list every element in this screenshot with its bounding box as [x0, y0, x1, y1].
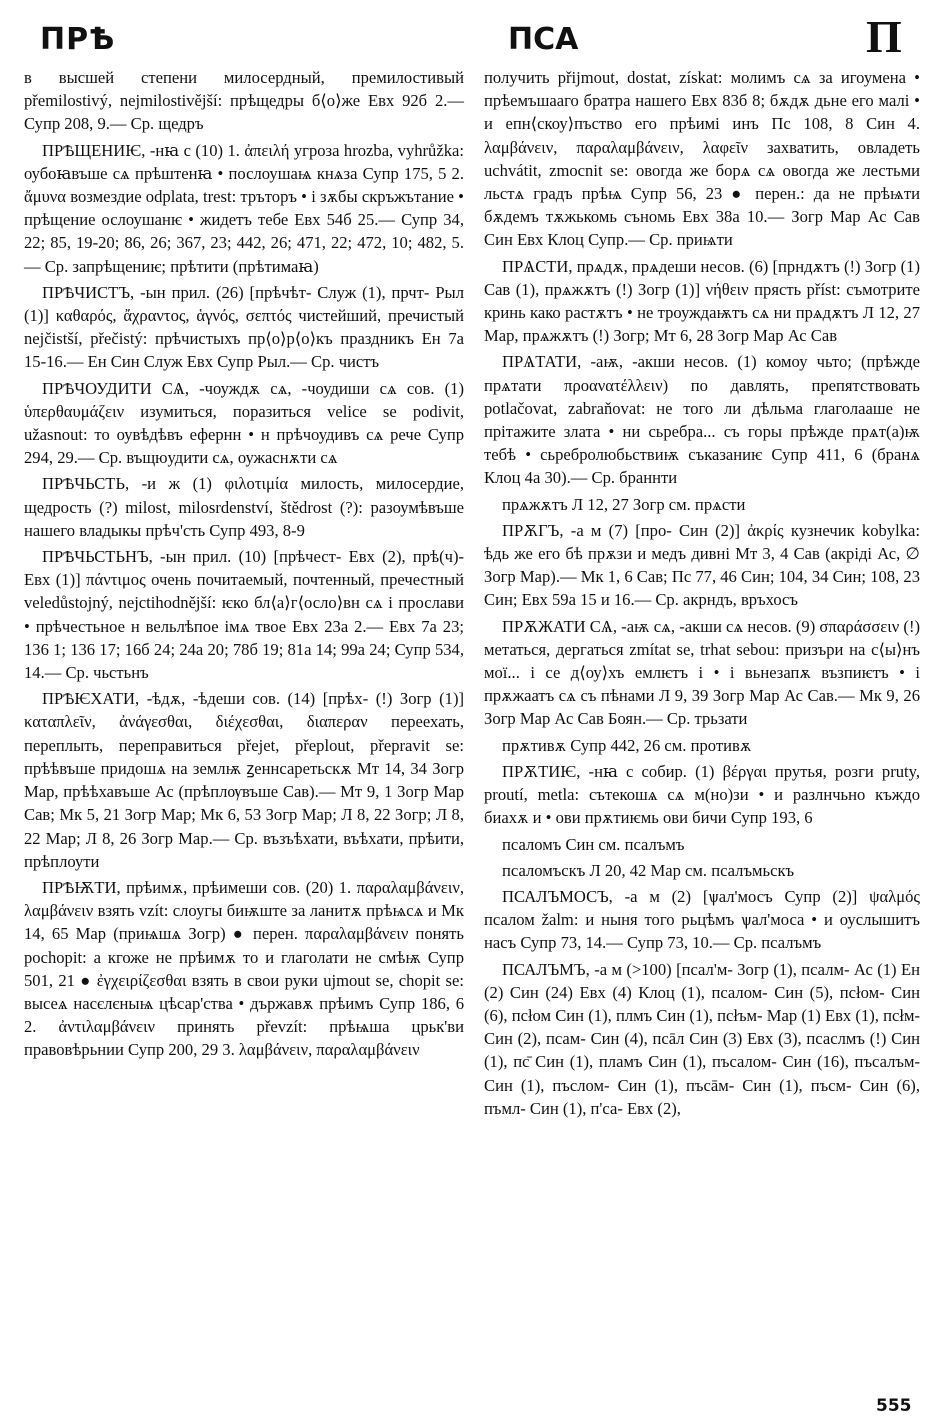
entry-crossref-psalomsk: псаломъскъ Л 20, 42 Мар см. псалъмьскъ [502, 860, 795, 880]
page-header [0, 11, 950, 64]
entry-prechstn: ПРѢЧЬСТЬНЪ, -ын прил. (10) [прѣчест- Евх (2), прѣ(ч)- Евх (1)] πάντιμος очень почитаемый, почтенный, пречестный veledůstojný, nejctihodnější: ѥко бл⟨а⟩г⟨осло⟩вн сѧ і прослави • прѣчестьное н вельлѣпое імѧ твое Евх 23а 2.— Евх 7а 23; 136 1; 136 17; 16б 24; 24а 20; 78б 19; 81а 14; 99а 24; Супр 534, 14.— Ср. чьстьнъ [24, 547, 464, 683]
entry-pretati: ПРѦТАТИ, -аѭ, -акши несов. (1) комоу чьто; (прѣжде прѧтати προανατέλλειν) по давлять, препятствовать potlačovat, zabraňovat: не того ли дѣльма глаголааше не прітажите злата • ни сьребра... съ горы прѣжде прѧт(а)ѭ тебѣ • сьребролюбьствиѭ съказаниѥ Супр 411, 6 (бранѧ Клоц 4а 30).— Ср. браннти [484, 352, 920, 488]
entry-presti: ПРѦСТИ, прѧдѫ, прѧдеши несов. (6) [прндѫтъ (!) Зогр (1) Сав (1), прѧжѫтъ (!) Зогр (1)] νήθειν прясть příst: съмотрите кринь како растѫтъ • не троуждаѭтъ сѧ ни прѧдѫтъ Л 12, 27 Мар, прѧжѫтъ (!) Зогр; Мт 6, 28 Зогр Мар Ас Сав [484, 256, 920, 346]
header-section-letter: П [866, 11, 902, 62]
header-left-word: ПРѢ [40, 22, 116, 57]
entry-psalmos: ПСАЛЪМОСЪ, -а м (2) [ѱал'мосъ Супр (2)] ψαλμός псалом žalm: и ныня того рьцѣмъ ѱал'моса • и оуслышитъ насъ Супр 73, 14.— Супр 73, 10.— Ср. псалъмъ [484, 886, 920, 953]
right-column [484, 66, 920, 1123]
left-column [24, 66, 464, 1065]
entry-psalm: ПСАЛЪМЪ, -а м (>100) [псал'м- Зогр (1), псалм- Ас (1) Ен (2) Син (24) Евх (4) Клоц (1), псалом- Син (5), псłом- Син (6), псłом Син (1), плмъ Син (1), псłъм- Мар (1) Евх (1), псłм- Син (2), псам- Син (4), псāл Син (3) Евх (3), псаслмъ (!) Син (1), пс̄ Син (1), пламъ Син (1), пъсалом- Син (16), пъсалъм- Син (1), пъслом- Син (1), пъсāм- Син (1), пъсм- Син (6), пъмл- Син (1), п'са- Евх (2), [484, 959, 920, 1118]
entry-preshtenie: ПРѢЩЕНИѤ, -нꙗ с (10) 1. ἀπειλή угроза hrozba, vyhrůžka: оубоꙗвъше сѧ прѣштенꙗ • послоушаѩ кнѧза Супр 175, 5 2. ἄμυνα возмездие odplata, trest: тръторъ • і зѫбы скръжътание • прѣщение ослоушанѥ • жидетъ тебе Евх 54б 25.— Супр 34, 22; 85, 19-20; 86, 26; 367, 23; 442, 26; 471, 22; 472, 10; 482, 5.— Ср. запрѣщениѥ; прѣтити (прѣтимаꙗ) [24, 140, 464, 276]
entry-preyati-continued: получить přijmout, dostat, získat: молимъ сѧ за игоумена • прѣемъшааго братра нашего Евх 83б 8; бѫдѫ дьне его малі • и епн⟨скоу⟩пъство его прѣимі инъ Пс 108, 8 Син 4. λαμβάνειν, παραλαμβάνειν, λαφεῖν захватить, овладеть uchvátit, zmocnit se: овогда же борѧ сѧ овогда же лестьми льстѧ градъ прѣѩ Супр 56, 23 ● перен.: да не прѣѩти бѫдемъ тѫжькомь сънoмь Евх 38а 10.— Зогр Мар Ас Сав Син Евх Клоц Супр.— Ср. приѩти [484, 68, 920, 250]
entry-prechst: ПРѢЧЬСТЬ, -и ж (1) φιλοτιμία милость, милосердие, щедрость (?) milost, milosrdenství, štědrost (?): разоумѣвъше нашего владыкы прѣч'сть Супр 493, 8-9 [24, 474, 464, 540]
entry-prechuditi-sya: ПРѢЧОУДИТИ СѦ, -чоуждѫ сѧ, -чоудиши сѧ сов. (1) ὑπερθαυμάζειν изумиться, поразиться velice se podivit, užasnout: то оувѣдѣвъ ефернн • н прѣчоудивъ сѧ рече Супр 294, 29.— Ср. въщюудити сѧ, оужаснѫти сѧ [24, 378, 464, 468]
entry-pruzhati-sya: ПРѪЖАТИ СѦ, -аѭ сѧ, -акши сѧ несов. (9) σπαράσσειν (!) метаться, дергаться zmítat se, trhat sebou: призъри на с⟨ы⟩нъ мої... і се д⟨оу⟩хъ емлѥтъ і • і вьнезапѫ възпиѥтъ • і прѫжаатъ сѧ съ пѣнами Л 9, 39 Зогр Мар Ас Сав.— Мк 9, 26 Зогр Мар Ас Сав Боян.— Ср. трьзати [484, 616, 920, 729]
header-center-word: ПСА [508, 22, 579, 57]
page-number: 555 [876, 1396, 912, 1416]
entry-preyati: ПРѢѬТИ, прѣимѫ, прѣимеши сов. (20) 1. παραλαμβάνειν, λαμβάνειν взять vzít: слоугы биѭште за ланитѫ прѣѩсѧ и Мк 14, 65 Мар (приѩшѧ Зогр) ● перен. παραλαμβάνειν понять pochopit: а кгоже не прѣимѫ то и глаголати не смѣѭ Супр 501, 21 ● ἐγχειρίζεσθαι взять в свои руки ujmout se, chopit se: высеѧ насєлєныѩ цѣсар'ства • държавѫ прѣимъ Супр 186, 6 2. ἀντιλαμβάνειν принять převzít: прѣѩша црьк'ви правовѣрьнии Супр 200, 29 3. λαμβάνειν, παραλαμβάνειν [24, 877, 464, 1060]
entry-crossref-prazhut: прѧжѫтъ Л 12, 27 Зогр см. прѧсти [502, 494, 746, 514]
entry-prechist: ПРѢЧИСТЪ, -ын прил. (26) [прѣчѣт- Служ (1), прчт- Рыл (1)] καθαρός, ἄχραντος, ἁγνός, σεπτός чистейший, пречистый nejčistší, přečistý: прѣчистыхъ пр⟨о⟩р⟨о⟩къ праздникъ Ен 7а 15-16.— Ен Син Служ Евх Супр Рыл.— Ср. чистъ [24, 282, 464, 372]
entry-crossref-protivu: прѫтивѫ Супр 442, 26 см. противѫ [502, 735, 752, 755]
entry-prutie: ПРѪТИѤ, -нꙗ с собир. (1) βέργαι прутья, розги pruty, proutí, metla: сътекошѧ сѧ м(но)зи • и разлнчьно къждо биахѫ и • ови прѫтиѥмь ови бичи Супр 193, 6 [484, 761, 920, 828]
entry-continuation: в высшей степени милосердный, премилостивый přemilostivý, nejmilostivější: прѣщедры б⟨о⟩же Евх 92б 2.— Супр 208, 9.— Ср. щедръ [24, 68, 464, 134]
entry-prug: ПРѪГЪ, -а м (7) [про- Син (2)] ἀκρίς кузнечик kobylka: ѣдь же его бѣ прѫзи и медъ дивні Мт 3, 4 Сав (акріді Ас, ∅ Зогр Мар).— Мк 1, 6 Сав; Пс 77, 46 Син; 104, 34 Син; 108, 23 Син; Евх 59а 15 и 16.— Ср. акрндъ, връхосъ [484, 520, 920, 610]
entry-crossref-psalom: псаломъ Син см. псалъмъ [502, 834, 685, 854]
entry-preehati: ПРѢѤХАТИ, -ѣдѫ, -ѣдеши сов. (14) [прѣх- (!) Зогр (1)] καταπλεῖν, ἀνάγεσθαι, διέχεσθαι, διαπεραν переехать, переплыть, переправиться přejet, přeplout, přepravit se: прѣѣвъше придошѧ на землѭ ꙁеннсаретьскѫ Мт 14, 34 Зогр Мар, прѣѣхавъше Ас (прѣплѹвъше Сав).— Мт 9, 1 Зогр Мар Сав; Мк 5, 21 Зогр Мар; Мк 6, 53 Зогр Мар; Л 8, 22 Зогр; Л 8, 22 Мар; Л 8, 26 Зогр Мар.— Ср. възъѣхати, въѣхати, прѣити, прѣплоути [24, 689, 464, 871]
